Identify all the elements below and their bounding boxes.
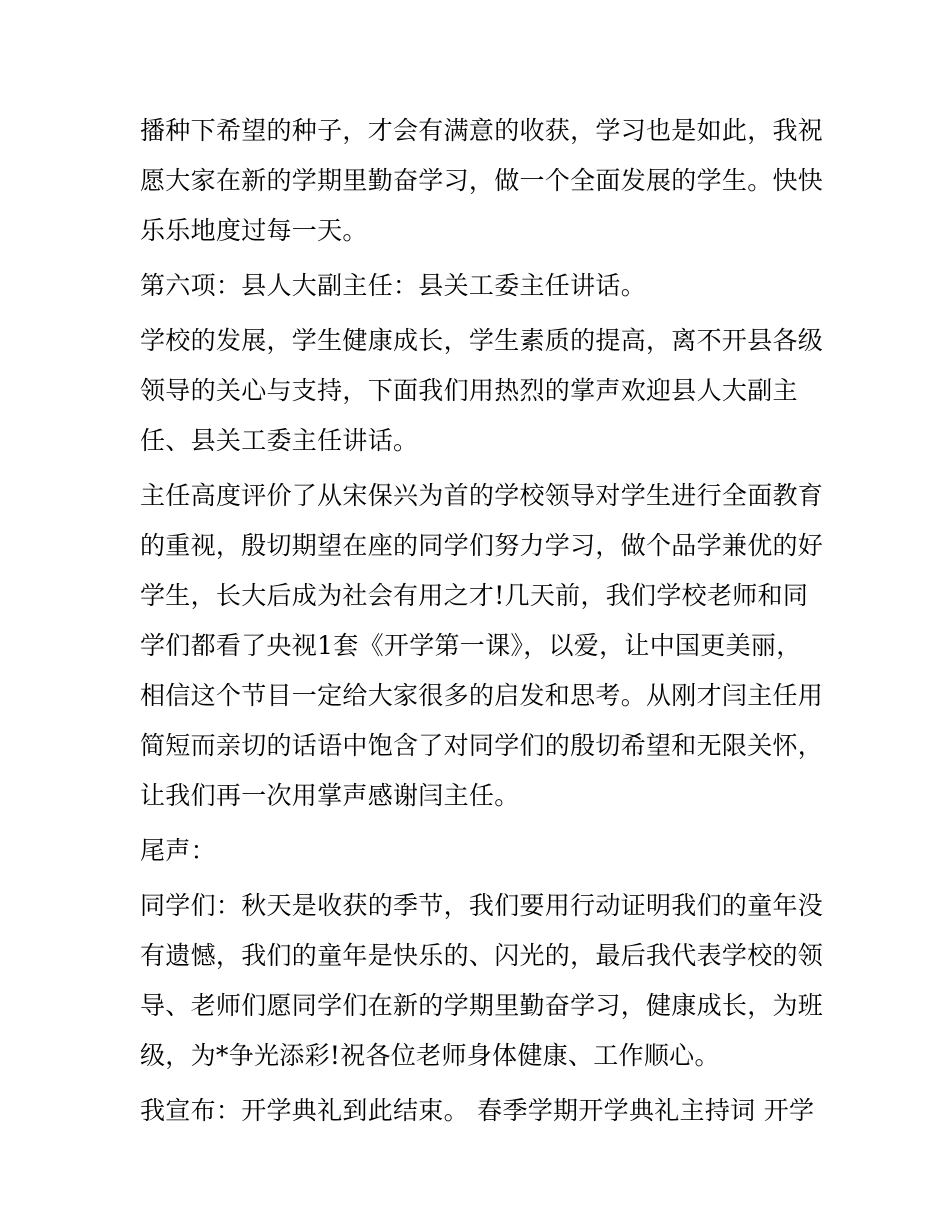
text-line: 领导的关心与支持，下面我们用热烈的掌声欢迎县人大副主	[140, 376, 798, 405]
text-line: 有遗憾，我们的童年是快乐的、闪光的，最后我代表学校的领	[140, 941, 824, 970]
text-line: 级，为*争光添彩!祝各位老师身体健康、工作顺心。	[140, 1041, 720, 1070]
text-line: 第六项：县人大副主任：县关工委主任讲话。	[140, 271, 647, 300]
text-line: 学校的发展，学生健康成长，学生素质的提高，离不开县各级	[140, 326, 824, 355]
text-line: 学生，长大后成为社会有用之才!几天前，我们学校老师和同	[140, 581, 809, 610]
document-body	[140, 106, 824, 1141]
text-line: 导、老师们愿同学们在新的学期里勤奋学习，健康成长，为班	[140, 991, 824, 1020]
text-line: 学们都看了央视1套《开学第一课》，以爱，让中国更美丽，	[140, 631, 802, 660]
paragraph-epilogue-heading	[140, 826, 820, 876]
text-line: 的重视，殷切期望在座的同学们努力学习，做个品学兼优的好	[140, 531, 824, 560]
paragraph-closing-announcement	[140, 1086, 820, 1136]
text-line: 播种下希望的种子，才会有满意的收获，学习也是如此，我祝	[140, 116, 824, 145]
text-line: 乐乐地度过每一天。	[140, 216, 368, 245]
paragraph-speech-summary	[140, 471, 824, 821]
paragraph-introduction	[140, 316, 824, 466]
text-line: 相信这个节目一定给大家很多的启发和思考。从刚才闫主任用	[140, 681, 824, 710]
paragraph-epilogue	[140, 881, 824, 1081]
text-line: 愿大家在新的学期里勤奋学习，做一个全面发展的学生。快快	[140, 166, 824, 195]
text-line: 让我们再一次用掌声感谢闫主任。	[140, 781, 520, 810]
paragraph-closing-wish	[140, 106, 824, 256]
paragraph-item-six-heading	[140, 261, 820, 311]
text-line: 任、县关工委主任讲话。	[140, 426, 419, 455]
text-line: 同学们：秋天是收获的季节，我们要用行动证明我们的童年没	[140, 891, 824, 920]
text-line: 尾声：	[140, 836, 216, 865]
text-line: 我宣布：开学典礼到此结束。 春季学期开学典礼主持词 开学	[140, 1096, 815, 1125]
text-line: 主任高度评价了从宋保兴为首的学校领导对学生进行全面教育	[140, 481, 824, 510]
text-line: 简短而亲切的话语中饱含了对同学们的殷切希望和无限关怀，	[140, 731, 824, 760]
